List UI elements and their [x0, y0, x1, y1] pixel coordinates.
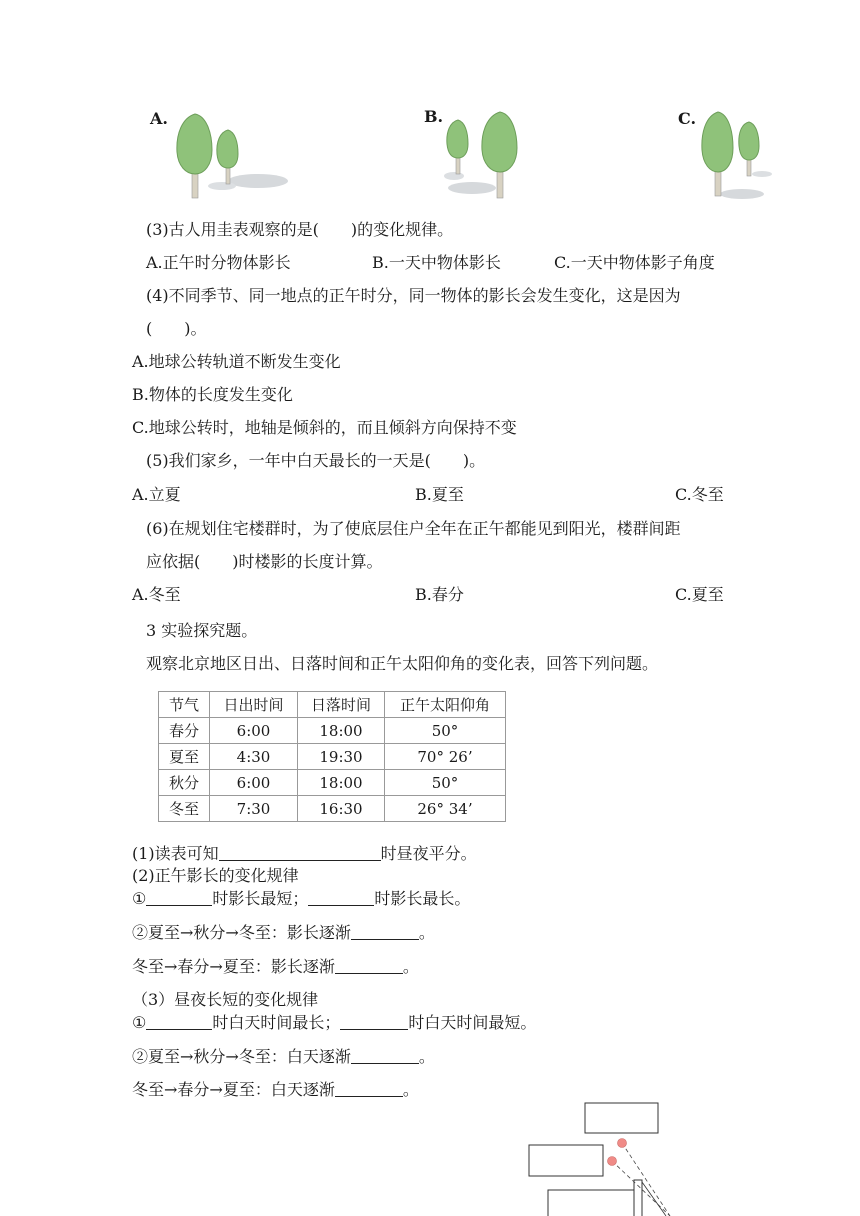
- tree-crown: [702, 112, 733, 172]
- question-4-option-c: C.地球公转时，地轴是倾斜的，而且倾斜方向保持不变: [132, 418, 517, 437]
- question-6-stem-line2: 应依据( )时楼影的长度计算。: [146, 552, 383, 571]
- tree-shadow: [208, 182, 236, 190]
- answer-3-line2-suffix: 。: [418, 1047, 435, 1066]
- question-3-stem: (3)古人用圭表观察的是( )的变化规律。: [146, 220, 454, 239]
- building-block: [548, 1190, 640, 1216]
- section-3-heading: 3 实验探究题。: [146, 621, 258, 640]
- question-6-option-a: A.冬至: [132, 585, 181, 604]
- tree-shadow: [720, 189, 764, 199]
- question-5-stem: (5)我们家乡，一年中白天最长的一天是( )。: [146, 451, 486, 470]
- answer-3-line2-prefix: ②夏至→秋分→冬至：白天逐渐: [132, 1047, 351, 1066]
- table-header-cell: 节气: [159, 692, 210, 718]
- tree-crown: [217, 130, 238, 168]
- answer-2-line2: [132, 922, 435, 944]
- table-cell: 夏至: [159, 744, 210, 770]
- table-cell: 50°: [385, 718, 506, 744]
- answer-2-line2-suffix: 。: [418, 923, 435, 942]
- table-cell: 50°: [385, 770, 506, 796]
- answer-2-line1-mid: 时影长最短；: [212, 889, 309, 908]
- answer-3-line3-blank[interactable]: [335, 1080, 403, 1097]
- tree-shadow: [444, 172, 464, 180]
- table-row: [159, 744, 506, 770]
- building-shadow-diagram: [520, 1098, 680, 1216]
- answer-2-line1-suffix: 时影长最长。: [374, 889, 471, 908]
- question-6-option-b: B.春分: [415, 585, 464, 604]
- answer-2-longest-blank[interactable]: [308, 889, 374, 906]
- table-cell: 6:00: [210, 770, 298, 796]
- option-a-label: A.: [150, 109, 168, 128]
- tree-trunk: [747, 158, 751, 176]
- tree-figure-c: [696, 108, 776, 204]
- shadow-line: [642, 1182, 666, 1216]
- answer-3-line1-suffix: 时白天时间最短。: [408, 1013, 537, 1032]
- answer-2-line3-blank[interactable]: [335, 957, 403, 974]
- answer-3-longest-day-blank[interactable]: [146, 1013, 212, 1030]
- table-cell: 6:00: [210, 718, 298, 744]
- table-cell: 70° 26’: [385, 744, 506, 770]
- table-cell: 7:30: [210, 796, 298, 822]
- answer-2-shortest-blank[interactable]: [146, 889, 212, 906]
- question-5-option-c: C.冬至: [675, 485, 724, 504]
- answer-3-line3: [132, 1079, 419, 1101]
- question-5-option-b: B.夏至: [415, 485, 464, 504]
- building-block: [585, 1103, 658, 1133]
- table-cell: 19:30: [298, 744, 385, 770]
- question-4-option-b: B.物体的长度发生变化: [132, 385, 293, 404]
- table-header-cell: 日出时间: [210, 692, 298, 718]
- question-4-stem-line1: (4)不同季节、同一地点的正午时分，同一物体的影长会发生变化，这是因为: [146, 286, 681, 305]
- table-cell: 冬至: [159, 796, 210, 822]
- answer-3-line3-prefix: 冬至→春分→夏至：白天逐渐: [132, 1080, 335, 1099]
- table-row: [159, 796, 506, 822]
- table-header-cell: 日落时间: [298, 692, 385, 718]
- table-cell: 4:30: [210, 744, 298, 770]
- question-3-option-b: B.一天中物体影长: [372, 253, 501, 272]
- answer-2-line3-prefix: 冬至→春分→夏至：影长逐渐: [132, 957, 335, 976]
- answer-3-shortest-day-blank[interactable]: [340, 1013, 408, 1030]
- sun-dot: [618, 1139, 627, 1148]
- tree-figure-b: [442, 108, 532, 204]
- answer-3-line1: [132, 1012, 536, 1034]
- answer-3-line2: [132, 1046, 435, 1068]
- table-cell: 18:00: [298, 718, 385, 744]
- answer-3-line3-suffix: 。: [402, 1080, 419, 1099]
- section-3-intro: 观察北京地区日出、日落时间和正午太阳仰角的变化表，回答下列问题。: [146, 654, 659, 673]
- tree-figure-a: [170, 108, 290, 204]
- answer-2-line1: [132, 888, 470, 910]
- tree-shadow: [752, 171, 772, 177]
- question-6-stem-line1: (6)在规划住宅楼群时，为了使底层住户全年在正午都能见到阳光，楼群间距: [146, 519, 681, 538]
- table-cell: 16:30: [298, 796, 385, 822]
- table-row: [159, 770, 506, 796]
- answer-1-blank[interactable]: [219, 844, 381, 861]
- tree-shadow: [228, 174, 288, 188]
- tree-crown: [177, 114, 212, 174]
- question-3-option-c: C.一天中物体影子角度: [554, 253, 715, 272]
- question-3-option-a: A.正午时分物体影长: [146, 253, 291, 272]
- answer-3-title: （3）昼夜长短的变化规律: [132, 990, 319, 1009]
- answer-2-title: (2)正午影长的变化规律: [132, 866, 299, 885]
- table-cell: 18:00: [298, 770, 385, 796]
- tree-crown: [447, 120, 468, 158]
- answer-2-line3: [132, 956, 419, 978]
- table-cell: 春分: [159, 718, 210, 744]
- question-6-option-c: C.夏至: [675, 585, 724, 604]
- question-4-stem-line2: ( )。: [146, 319, 207, 338]
- answer-3-line1-mid: 时白天时间最长；: [212, 1013, 341, 1032]
- sun-dot: [608, 1157, 617, 1166]
- answer-2-line1-prefix: ①: [132, 889, 147, 908]
- table-header-cell: 正午太阳仰角: [385, 692, 506, 718]
- answer-1-prefix: (1)读表可知: [132, 844, 219, 863]
- table-cell: 26° 34’: [385, 796, 506, 822]
- answer-3-line1-prefix: ①: [132, 1013, 147, 1032]
- answer-3-line2-blank[interactable]: [351, 1047, 419, 1064]
- option-c-label: C.: [678, 109, 697, 128]
- option-b-label: B.: [424, 107, 444, 126]
- answer-2-line3-suffix: 。: [402, 957, 419, 976]
- building-block: [529, 1145, 603, 1176]
- table-cell: 秋分: [159, 770, 210, 796]
- tree-crown: [482, 112, 517, 172]
- answer-2-line2-prefix: ②夏至→秋分→冬至：影长逐渐: [132, 923, 351, 942]
- question-4-option-a: A.地球公转轨道不断发生变化: [132, 352, 341, 371]
- tree-crown: [739, 122, 759, 160]
- answer-1-suffix: 时昼夜平分。: [380, 844, 477, 863]
- tree-shadow: [448, 182, 496, 194]
- question-5-option-a: A.立夏: [132, 485, 181, 504]
- sunrise-sunset-table: [158, 691, 506, 822]
- answer-1-line: [132, 843, 477, 865]
- table-header-row: [159, 692, 506, 718]
- table-row: [159, 718, 506, 744]
- answer-2-line2-blank[interactable]: [351, 923, 419, 940]
